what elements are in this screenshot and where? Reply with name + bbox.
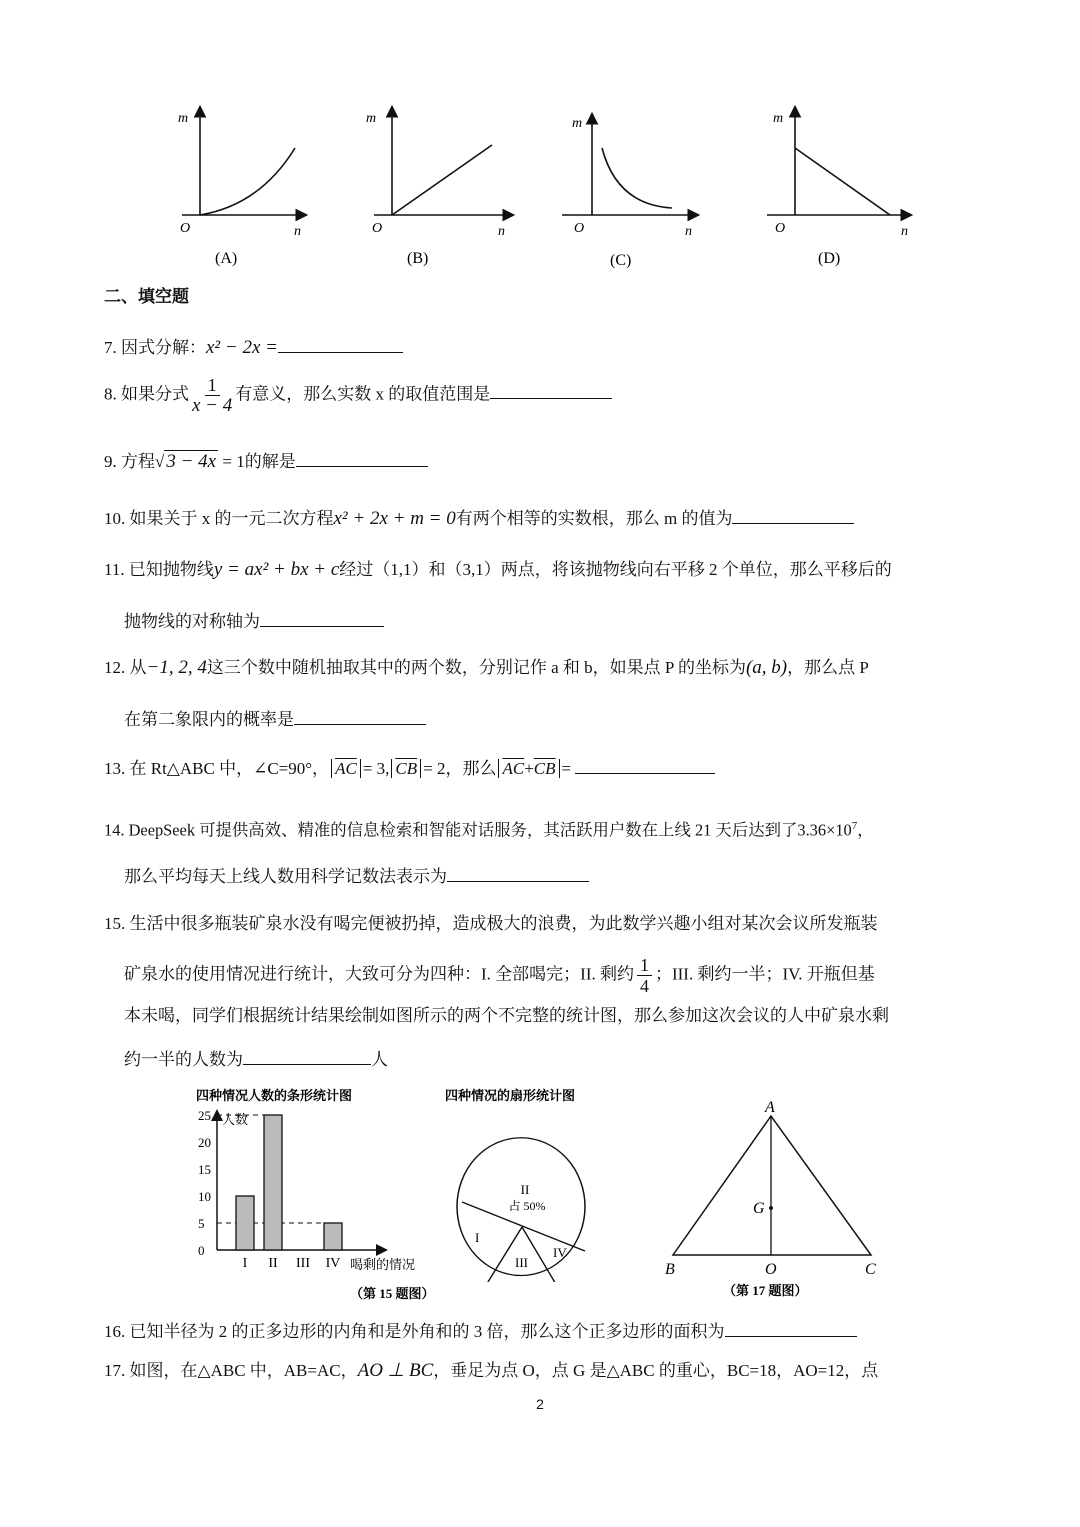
bar-chart-title: 四种情况人数的条形统计图 [196, 1088, 353, 1103]
question-11: 11. 已知抛物线y = ax² + bx + c经过（1,1）和（3,1）两点，将该抛物线向右平移 2 个单位，那么平移后的 [104, 559, 892, 580]
question-12-cont: 在第二象限内的概率是 [124, 706, 426, 732]
y-tick-label: 15 [198, 1162, 211, 1177]
vertex-b-label: B [665, 1261, 675, 1278]
axis-label-m: m [773, 111, 784, 126]
x-tick-label: III [296, 1256, 310, 1271]
section-heading: 二、填空题 [104, 287, 189, 307]
pie-label-ii: II [520, 1182, 530, 1197]
origin-label: O [775, 221, 786, 236]
x-tick-label: IV [325, 1256, 341, 1271]
bar-IV [324, 1223, 342, 1250]
graph-a [178, 108, 305, 267]
axis-label-n: n [498, 224, 505, 239]
y-tick-label: 0 [198, 1243, 205, 1258]
pie-label-i: I [475, 1230, 480, 1245]
pie-chart-title: 四种情况的扇形统计图 [445, 1088, 576, 1103]
question-9: 9. 方程√ 3 − 4x = 1的解是 [104, 448, 428, 474]
pie-label-ii-percent: 占 50% [508, 1199, 546, 1213]
question-12: 12. 从−1, 2, 4这三个数中随机抽取其中的两个数，分别记作 a 和 b，如果点 P 的坐标为(a, b)，那么点 P [104, 657, 869, 678]
pie-label-iii: III [515, 1255, 528, 1270]
vertex-c-label: C [865, 1261, 876, 1278]
axis-label-n: n [294, 224, 301, 239]
x-tick-label: I [242, 1256, 248, 1271]
axis-label-m: m [178, 111, 189, 126]
question-14: 14. DeepSeek 可提供高效、精准的信息检索和智能对话服务，其活跃用户数在上线 21 天后达到了$3.36\times 10^7$， [104, 820, 874, 840]
option-label-b: (B) [407, 250, 429, 267]
option-graphs [160, 100, 940, 275]
question-15-line4: 约一半的人数为 人 [124, 1046, 388, 1072]
bar-chart-xlabel: 喝剩的情况 [350, 1257, 416, 1272]
axis-label-n: n [901, 224, 908, 239]
y-tick-label: 5 [198, 1216, 205, 1231]
graph-d [767, 108, 910, 267]
y-tick-label: 25 [198, 1108, 211, 1123]
pie-chart [445, 1082, 625, 1282]
question-16: 16. 已知半径为 2 的正多边形的内角和是外角和的 3 倍，那么这个正多边形的面积为 [104, 1318, 857, 1344]
bar-chart-ylabel: 人数 [222, 1112, 249, 1127]
axis-label-m: m [572, 116, 583, 131]
vertex-a-label: A [765, 1099, 775, 1116]
answer-blank[interactable] [294, 706, 426, 725]
answer-blank[interactable] [447, 863, 589, 882]
answer-blank[interactable] [296, 448, 428, 467]
y-tick-label: 10 [198, 1189, 211, 1204]
question-10: 10. 如果关于 x 的一元二次方程x² + 2x + m = 0有两个相等的实数根，那么 m 的值为 [104, 505, 854, 531]
answer-blank[interactable] [278, 334, 403, 353]
question-13: 13. 在 Rt△ABC 中，∠C=90°， $\overline{AC} = 3$, $\overline{CB} = 2$，那么 $\overline{AC}+\overline{CB}$ = [104, 755, 715, 781]
option-label-a: (A) [215, 250, 238, 267]
point-o-label: O [765, 1261, 777, 1278]
answer-blank[interactable] [575, 755, 715, 774]
question-17: 17. 如图，在△ABC 中，AB=AC，AO ⊥ BC，垂足为点 O，点 G 是△ABC 的重心，BC=18，AO=12，点 [104, 1360, 879, 1381]
point-g-label: G [753, 1200, 765, 1217]
page-number: 2 [536, 1396, 544, 1412]
answer-blank[interactable] [260, 608, 384, 627]
answer-blank[interactable] [490, 380, 612, 399]
axis-label-n: n [685, 224, 692, 239]
question-11-cont: 抛物线的对称轴为 [124, 608, 384, 634]
answer-blank[interactable] [732, 505, 854, 524]
origin-label: O [180, 221, 191, 236]
option-label-d: (D) [818, 250, 841, 267]
question-15-line3: 本未喝，同学们根据统计结果绘制如图所示的两个不完整的统计图，那么参加这次会议的人中矿泉水剩 [124, 1006, 889, 1025]
axis-label-m: m [366, 111, 377, 126]
y-tick-label: 20 [198, 1135, 211, 1150]
bar-II [264, 1115, 282, 1250]
question-15-line2: 矿泉水的使用情况进行统计，大致可分为四种：I. 全部喝完；II. 剩约 $\frac{1}{4}$ ；III. 剩约一半；IV. 开瓶但基 [124, 955, 875, 996]
graph-b [366, 108, 512, 267]
bar-I [236, 1196, 254, 1250]
question-7: 7. 因式分解：x² − 2x = [104, 334, 403, 360]
question-8: 8. 如果分式 $\frac{1}{x - 4}$ 有意义，那么实数 x 的取值范围是 [104, 375, 612, 416]
figure-17-caption: （第 17 题图） [723, 1283, 808, 1298]
option-label-c: (C) [610, 252, 632, 269]
figure-15-caption: （第 15 题图） [350, 1286, 435, 1301]
answer-blank[interactable] [243, 1046, 371, 1065]
pie-label-iv: IV [553, 1245, 567, 1260]
x-tick-label: II [268, 1256, 278, 1271]
graph-c [562, 115, 697, 269]
origin-label: O [574, 221, 585, 236]
triangle-figure [655, 1090, 895, 1310]
question-15: 15. 生活中很多瓶装矿泉水没有喝完便被扔掉，造成极大的浪费，为此数学兴趣小组对某次会议所发瓶装 [104, 914, 878, 933]
origin-label: O [372, 221, 383, 236]
answer-blank[interactable] [725, 1318, 857, 1337]
bar-chart [190, 1082, 440, 1307]
question-14-cont: 那么平均每天上线人数用科学记数法表示为 [124, 863, 589, 889]
